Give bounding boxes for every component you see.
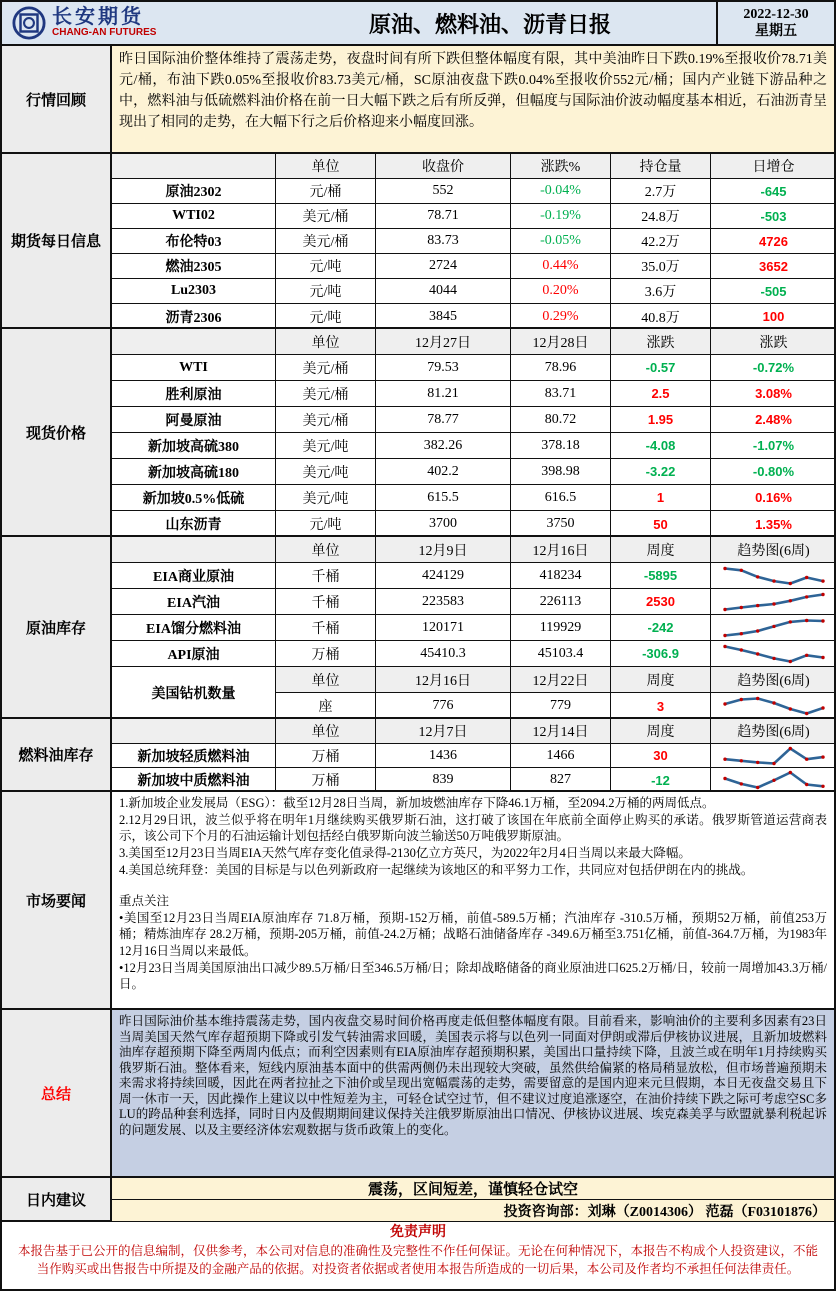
change-cell: 1 <box>611 485 711 511</box>
open-interest-cell: 35.0万 <box>611 254 711 279</box>
section-label-crude-inventory: 原油库存 <box>2 537 112 717</box>
col-header: 12月16日 <box>376 667 511 693</box>
disclaimer <box>2 1222 834 1278</box>
section-market-review <box>2 46 834 154</box>
price-cell: 79.53 <box>376 355 511 381</box>
change-cell: 1.95 <box>611 407 711 433</box>
unit-cell: 座 <box>276 693 376 719</box>
price-cell: 78.77 <box>376 407 511 433</box>
unit-cell: 元/吨 <box>276 511 376 537</box>
market-review-text: 昨日国际油价整体维持了震荡走势，夜盘时间有所下跌但整体幅度有限，其中美油昨日下跌0.19%至报收价78.71美元/桶，布油下跌0.05%至报收价83.73美元/桶，SC原油夜盘下跌0.04%至报收价552元/桶；国内产业链下游品种之中，燃料油与低硫燃料油价格在前一日大幅下跌之后有所反弹，但幅度与国际油价波动幅度基本相近，石油沥青呈现出了相同的走势，在大幅下行之后价格迎来小幅度回涨。 <box>112 46 834 152</box>
price-cell: 616.5 <box>511 485 611 511</box>
product-name-cell: 新加坡高硫380 <box>112 433 276 459</box>
value-cell: 418234 <box>511 563 611 589</box>
col-header: 12月7日 <box>376 719 511 744</box>
close-cell: 3845 <box>376 304 511 329</box>
unit-cell: 美元/桶 <box>276 229 376 254</box>
contract-name-cell: WTI02 <box>112 204 276 229</box>
section-fuel-inventory <box>2 719 834 792</box>
price-cell: 81.21 <box>376 381 511 407</box>
col-header: 12月28日 <box>511 329 611 355</box>
value-cell: 119929 <box>511 615 611 641</box>
company-logo <box>2 2 264 44</box>
trend-sparkline <box>711 744 836 768</box>
col-header: 12月9日 <box>376 537 511 563</box>
value-cell: 779 <box>511 693 611 719</box>
report-date <box>716 2 834 44</box>
change-cell: -4.08 <box>611 433 711 459</box>
col-header: 持仓量 <box>611 154 711 179</box>
value-cell: 45410.3 <box>376 641 511 667</box>
unit-cell: 元/桶 <box>276 179 376 204</box>
col-header <box>112 537 276 563</box>
futures-table <box>112 154 834 327</box>
weekly-change-cell: 2530 <box>611 589 711 615</box>
spacer <box>119 878 827 893</box>
col-header <box>112 329 276 355</box>
col-header: 趋势图(6周) <box>711 667 836 693</box>
disclaimer-title: 免责声明 <box>390 1225 446 1240</box>
price-cell: 3700 <box>376 511 511 537</box>
series-name-cell: EIA商业原油 <box>112 563 276 589</box>
price-cell: 402.2 <box>376 459 511 485</box>
open-interest-cell: 42.2万 <box>611 229 711 254</box>
weekly-change-cell: -12 <box>611 768 711 792</box>
col-header: 收盘价 <box>376 154 511 179</box>
open-interest-cell: 40.8万 <box>611 304 711 329</box>
price-cell: 378.18 <box>511 433 611 459</box>
product-name-cell: 胜利原油 <box>112 381 276 407</box>
unit-cell: 元/吨 <box>276 279 376 304</box>
weekly-change-cell: 30 <box>611 744 711 768</box>
value-cell: 226113 <box>511 589 611 615</box>
fuel-inventory-table <box>112 719 834 790</box>
change-pct-cell: -0.80% <box>711 459 836 485</box>
price-cell: 3750 <box>511 511 611 537</box>
trend-sparkline <box>711 641 836 667</box>
product-name-cell: 山东沥青 <box>112 511 276 537</box>
value-cell: 827 <box>511 768 611 792</box>
oi-change-cell: -503 <box>711 204 836 229</box>
col-header: 12月22日 <box>511 667 611 693</box>
change-pct-cell: 0.16% <box>711 485 836 511</box>
section-label-news: 市场要闻 <box>2 792 112 1008</box>
col-header: 周度 <box>611 537 711 563</box>
price-cell: 78.96 <box>511 355 611 381</box>
col-header: 涨跌% <box>511 154 611 179</box>
change-pct-cell: -0.19% <box>511 204 611 229</box>
price-cell: 398.98 <box>511 459 611 485</box>
series-name-cell: EIA汽油 <box>112 589 276 615</box>
unit-cell: 美元/吨 <box>276 433 376 459</box>
rig-count-name-cell: 美国钻机数量 <box>112 667 276 719</box>
price-cell: 382.26 <box>376 433 511 459</box>
report-header <box>2 2 834 46</box>
product-name-cell: 新加坡高硫180 <box>112 459 276 485</box>
advice-text: 震荡，区间短差，谨慎轻仓试空 <box>112 1178 834 1200</box>
change-pct-cell: 0.44% <box>511 254 611 279</box>
focus-title: 重点关注 <box>119 894 170 909</box>
change-cell: 2.5 <box>611 381 711 407</box>
col-header: 12月27日 <box>376 329 511 355</box>
change-pct-cell: -0.05% <box>511 229 611 254</box>
change-pct-cell: -1.07% <box>711 433 836 459</box>
open-interest-cell: 3.6万 <box>611 279 711 304</box>
open-interest-cell: 2.7万 <box>611 179 711 204</box>
col-header: 12月16日 <box>511 537 611 563</box>
section-market-news <box>2 792 834 1010</box>
trend-sparkline <box>711 615 836 641</box>
change-cell: -0.57 <box>611 355 711 381</box>
change-pct-cell: 3.08% <box>711 381 836 407</box>
unit-cell: 万桶 <box>276 768 376 792</box>
value-cell: 223583 <box>376 589 511 615</box>
contract-name-cell: Lu2303 <box>112 279 276 304</box>
value-cell: 776 <box>376 693 511 719</box>
col-header: 涨跌 <box>711 329 836 355</box>
unit-cell: 万桶 <box>276 744 376 768</box>
col-header: 趋势图(6周) <box>711 537 836 563</box>
report-weekday: 星期五 <box>755 24 797 39</box>
section-label-review: 行情回顾 <box>2 46 112 152</box>
col-header: 周度 <box>611 719 711 744</box>
col-header: 单位 <box>276 537 376 563</box>
oi-change-cell: 100 <box>762 309 785 324</box>
company-logo-text <box>52 7 156 39</box>
news-item: 1.新加坡企业发展局（ESG）：截至12月28日当周，新加坡燃油库存下降46.1万桶，至2094.2万桶的两周低点。 <box>119 796 715 810</box>
col-header: 趋势图(6周) <box>711 719 836 744</box>
col-header: 单位 <box>276 329 376 355</box>
price-cell: 83.71 <box>511 381 611 407</box>
product-name-cell: 阿曼原油 <box>112 407 276 433</box>
value-cell: 45103.4 <box>511 641 611 667</box>
weekly-change-cell: -306.9 <box>611 641 711 667</box>
section-label-spot: 现货价格 <box>2 329 112 535</box>
focus-item: •美国至12月23日当周EIA原油库存 71.8万桶，预期-152万桶，前值-589.5万桶；汽油库存 -310.5万桶，预期52万桶，前值253万桶；精炼油库存 28.2万桶，预期-205万桶，前值-24.2万桶；战略石油储备库存 -349.6万桶至3.751亿桶，前值-364.7万桶，为1983年12月16日当周以来最低。 <box>119 910 827 958</box>
value-cell: 839 <box>376 768 511 792</box>
product-name-cell: 新加坡0.5%低硫 <box>112 485 276 511</box>
news-item: 3.美国至12月23日当周EIA天然气库存变化值录得-2130亿立方英尺，为2022年2月4日当周以来最大降幅。 <box>119 845 691 860</box>
oi-change-cell: -505 <box>711 279 836 304</box>
section-label-fuel-inventory: 燃料油库存 <box>2 719 112 790</box>
oi-change-cell: 4726 <box>711 229 836 254</box>
advice-body <box>112 1178 834 1220</box>
col-header: 单位 <box>276 154 376 179</box>
trend-sparkline <box>711 768 836 792</box>
section-label-advice: 日内建议 <box>2 1178 112 1220</box>
section-crude-inventory <box>2 537 834 719</box>
col-header: 周度 <box>611 667 711 693</box>
section-spot-prices <box>2 329 834 537</box>
contract-name-cell: 沥青2306 <box>112 304 276 329</box>
unit-cell: 万桶 <box>276 641 376 667</box>
weekly-change-cell: -5895 <box>611 563 711 589</box>
series-name-cell: API原油 <box>112 641 276 667</box>
value-cell: 120171 <box>376 615 511 641</box>
change-pct-cell: -0.72% <box>711 355 836 381</box>
close-cell: 78.71 <box>376 204 511 229</box>
unit-cell: 千桶 <box>276 563 376 589</box>
news-item: 2.12月29日讯，波兰似乎将在明年1月继续购买俄罗斯石油，这打破了该国在年底前全面停止购买的承诺。俄罗斯管道运营商表示，该公司下个月的石油运输计划包括经白俄罗斯向波兰输送50万吨俄罗斯原油。 <box>119 812 827 844</box>
series-name-cell: 新加坡中质燃料油 <box>112 768 276 792</box>
value-cell: 1436 <box>376 744 511 768</box>
summary-text: 昨日国际油价基本维持震荡走势，国内夜盘交易时间价格再度走低但整体幅度有限。目前看来，影响油价的主要利多因素有23日当周美国天然气库存超预期下降或引发气转油需求回暖，美国表示将与以色列一同面对伊朗或滞后伊核协议进展，且新加坡燃料油库存超预期下降至两周内低点；而利空因素则有EIA原油库存超预期积累，美国出口量持续下降，且波兰或在明年1月持续购买俄罗斯石油。整体看来，短线内原油基本面中的供需两侧仍未出现较大突破，虽然供给偏紧的格局稍显放松，但市场普遍预期未来需求将持续回暖，因此在两者拉扯之下油价或呈现出宽幅震荡的走势，需要留意的是国内迎来元旦假期，本日无夜盘交易且下周一休市一天，因此操作上建议以中性短差为主，可轻仓试空过节，但不建议过度追涨逐空，在油价持续下跌之际可考虑空SC多LU的跨品种套利选择，同时日内及假期期间建议保持关注俄罗斯原油出口情况、伊核协议进展、埃克森美孚与欧盟就暴利税起诉的问题发展、以及主要经济体宏观数据与货币政策上的变化。 <box>112 1010 834 1176</box>
close-cell: 83.73 <box>376 229 511 254</box>
change-pct-cell: -0.04% <box>511 179 611 204</box>
contract-name-cell: 原油2302 <box>112 179 276 204</box>
col-header: 12月14日 <box>511 719 611 744</box>
unit-cell: 元/吨 <box>276 304 376 329</box>
section-label-summary: 总结 <box>2 1010 112 1176</box>
change-pct-cell: 2.48% <box>711 407 836 433</box>
market-news-body <box>112 792 834 1008</box>
unit-cell: 千桶 <box>276 615 376 641</box>
price-cell: 80.72 <box>511 407 611 433</box>
trend-sparkline <box>711 693 836 719</box>
unit-cell: 元/吨 <box>276 254 376 279</box>
close-cell: 2724 <box>376 254 511 279</box>
change-cell: -3.22 <box>611 459 711 485</box>
company-logo-icon <box>12 6 46 40</box>
change-pct-cell: 1.35% <box>755 516 792 532</box>
crude-inventory-table <box>112 537 834 717</box>
unit-cell: 美元/桶 <box>276 407 376 433</box>
weekly-change-cell: 3 <box>611 693 711 719</box>
unit-cell: 美元/桶 <box>276 381 376 407</box>
spot-table <box>112 329 834 535</box>
change-pct-cell: 0.29% <box>511 304 611 329</box>
contract-name-cell: 燃油2305 <box>112 254 276 279</box>
change-pct-cell: 0.20% <box>511 279 611 304</box>
section-intraday-advice <box>2 1178 834 1222</box>
series-name-cell: 新加坡轻质燃料油 <box>112 744 276 768</box>
trend-sparkline <box>711 563 836 589</box>
oi-change-cell: 3652 <box>711 254 836 279</box>
value-cell: 424129 <box>376 563 511 589</box>
col-header: 单位 <box>276 719 376 744</box>
price-cell: 615.5 <box>376 485 511 511</box>
report-date-value: 2022-12-30 <box>743 6 809 22</box>
company-name-cn: 长安期货 <box>52 6 144 29</box>
contract-name-cell: 布伦特03 <box>112 229 276 254</box>
value-cell: 1466 <box>511 744 611 768</box>
col-header: 日增仓 <box>711 154 836 179</box>
unit-cell: 美元/吨 <box>276 459 376 485</box>
section-label-futures: 期货每日信息 <box>2 154 112 327</box>
section-futures-daily <box>2 154 834 329</box>
disclaimer-text: 本报告基于已公开的信息编制，仅供参考，本公司对信息的准确性及完整性不作任何保证。无论在何种情况下，本报告不构成个人投资建议，不能当作购买或出售报告中所提及的金融产品的依据。对投资者依据或者使用本报告所造成的一切后果，本公司及作者均不承担任何法律责任。 <box>17 1244 818 1277</box>
col-header: 涨跌 <box>611 329 711 355</box>
unit-cell: 美元/桶 <box>276 355 376 381</box>
col-header <box>112 719 276 744</box>
open-interest-cell: 24.8万 <box>611 204 711 229</box>
series-name-cell: EIA馏分燃料油 <box>112 615 276 641</box>
unit-cell: 千桶 <box>276 589 376 615</box>
weekly-change-cell: -242 <box>611 615 711 641</box>
report-title: 原油、燃料油、沥青日报 <box>368 11 611 37</box>
section-summary <box>2 1010 834 1178</box>
close-cell: 4044 <box>376 279 511 304</box>
unit-cell: 美元/桶 <box>276 204 376 229</box>
change-cell: 50 <box>611 511 711 537</box>
col-header: 单位 <box>276 667 376 693</box>
company-name-en: CHANG-AN FUTURES <box>52 27 157 39</box>
oi-change-cell: -645 <box>711 179 836 204</box>
unit-cell: 美元/吨 <box>276 485 376 511</box>
col-header <box>112 154 276 179</box>
focus-item: •12月23日当周美国原油出口减少89.5万桶/日至346.5万桶/日；除却战略储备的商业原油进口625.2万桶/日，较前一周增加43.3万桶/日。 <box>119 960 827 992</box>
news-item: 4.美国总统拜登：美国的目标是与以色列新政府一起继续为该地区的和平努力工作，共同应对包括伊朗在内的挑战。 <box>119 862 754 877</box>
product-name-cell: WTI <box>112 355 276 381</box>
advice-consultants: 投资咨询部：刘琳（Z0014306） 范磊（F03101876） <box>112 1200 834 1221</box>
trend-sparkline <box>711 589 836 615</box>
close-cell: 552 <box>376 179 511 204</box>
